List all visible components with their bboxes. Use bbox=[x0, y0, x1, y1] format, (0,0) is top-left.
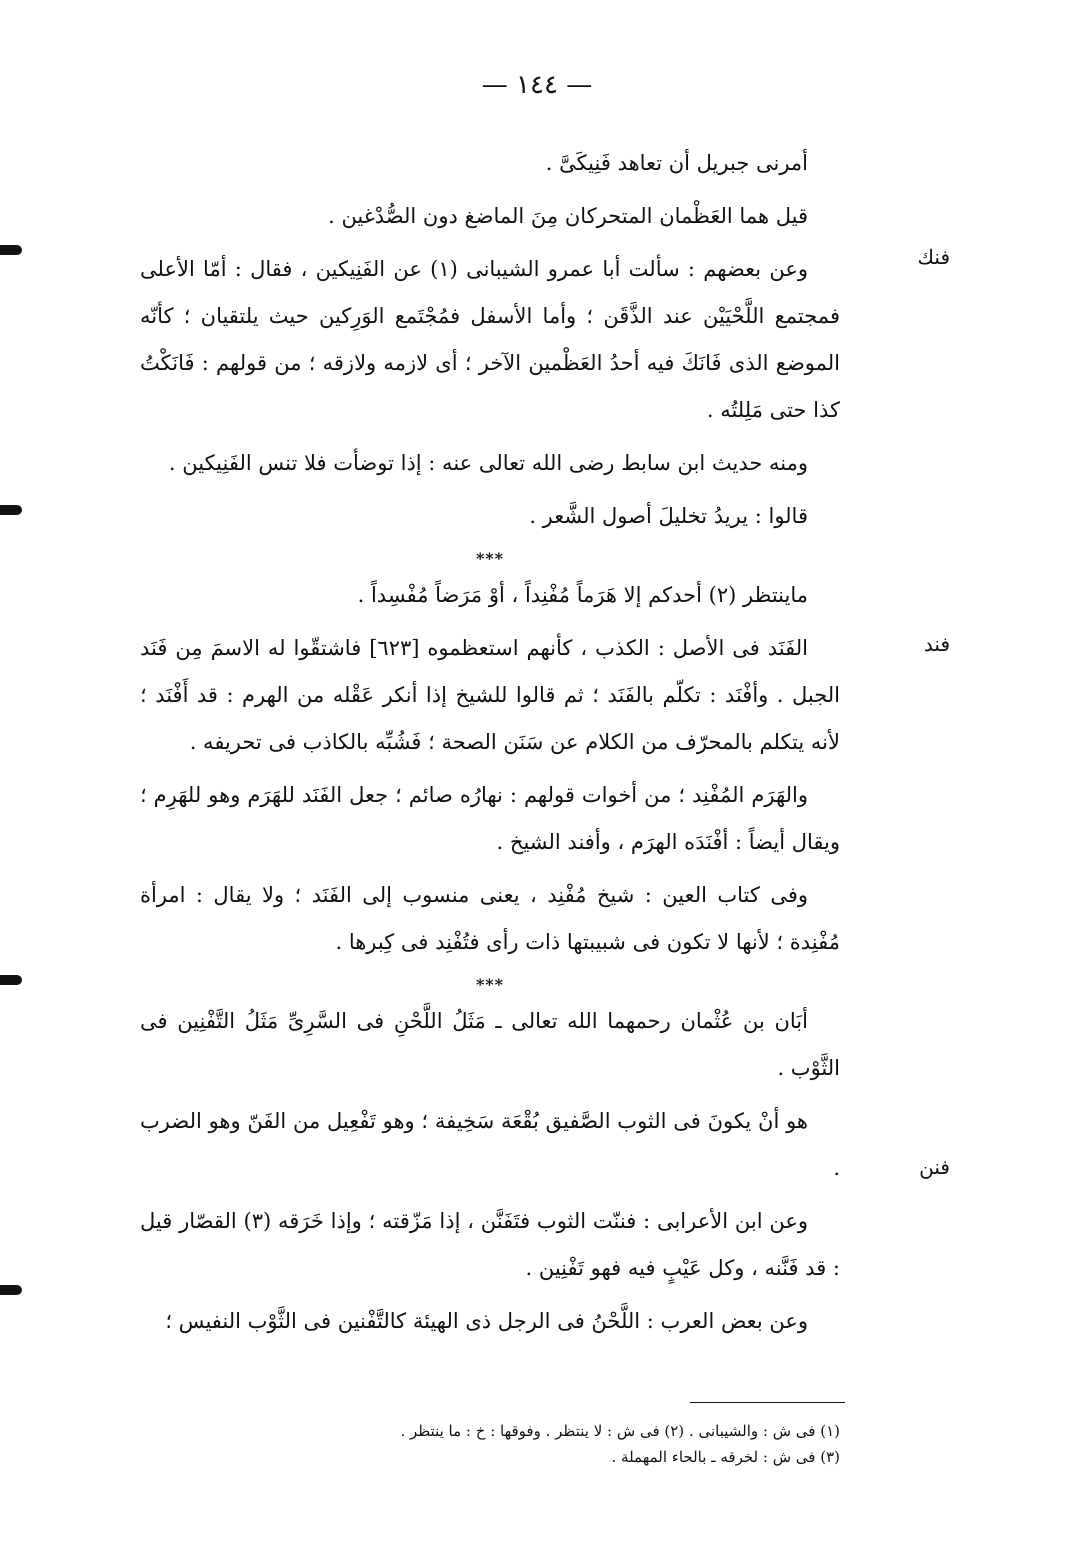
text-paragraph: أمرنى جبريل أن تعاهد فَنِيكَىَّ . bbox=[545, 151, 808, 175]
scan-edge-mark bbox=[0, 245, 22, 255]
text-paragraph: ماينتظر (٢) أحدكم إلا هَرَماً مُفْنِداً ، أوْ مَرَضاً مُفْسِداً . bbox=[357, 583, 808, 607]
text-paragraph: وعن ابن الأعرابى : فننّت الثوب فتَفَنَّن ، إذا مَزّقته ؛ وإذا خَرَقه (٣) القصّار قيل : قد فَنَّنه ، وكل عَيْبٍ فيه فهو تَفْنِين . bbox=[140, 1209, 840, 1280]
margin-headword-fnd: فند bbox=[923, 632, 950, 656]
text-paragraph: والهَرَم المُفْنِد ؛ من أخوات قولهم : نهارُه صائم ؛ جعل الفَنَد للهَرَم وهو للهَرِم ؛ ويقال أيضاً : أفْنَدَه الهرَم ، وأفند الشيخ . bbox=[140, 783, 840, 854]
section-separator: *** bbox=[475, 549, 505, 568]
text-paragraph: أبَان بن عُثْمان رحمهما الله تعالى ـ مَثَلُ اللَّحْنِ فى السَّرِىِّ مَثَلُ التَّفْنِين فى الثَّوْب . bbox=[140, 1009, 840, 1080]
text-paragraph: ومنه حديث ابن سابط رضى الله تعالى عنه : إذا توضأت فلا تنس الفَنِيكين . bbox=[168, 451, 808, 475]
text-paragraph: وفى كتاب العين : شيخ مُفْنِد ، يعنى منسوب إلى الفَنَد ؛ ولا يقال : امرأة مُفْنِدة ؛ لأنها لا تكون فى شبيبتها ذات رأى فتُفْنِد فى كِبرها . bbox=[140, 883, 840, 954]
footnote-line: (١) فى ش : والشيبانى . (٢) فى ش : لا ينتظر . وفوقها : خ : ما ينتظر . bbox=[400, 1422, 840, 1440]
text-paragraph: وعن بعضهم : سألت أبا عمرو الشيبانى (١) عن الفَنِيكين ، فقال : أمّا الأعلى فمجتمع اللَّحْيَيْن عند الذَّقَن ؛ وأما الأسفل فمُجْتَمع الوَرِكين حيث يلتقيان ؛ كأنّه الموضع الذى فَانَكَ فيه أحدُ العَظْمين الآخر ؛ أى لازمه ولازقه ؛ من قولهم : فَانَكْتُ كذا حتى مَلِلتُه . bbox=[140, 257, 840, 422]
text-paragraph: الفَنَد فى الأصل : الكذب ، كأنهم استعظموه [٦٢٣] فاشتقّوا له الاسمَ مِن فَنَد الجبل . وأفْنَد : تكلّم بالفَنَد ؛ ثم قالوا للشيخ إذا أنكر عَقْله من الهرم : قد أَفْنَد ؛ لأنه يتكلم بالمحرّف من الكلام عن سَنَن الصحة ؛ فَشُبِّه بالكاذب فى تحريفه . bbox=[140, 636, 840, 754]
main-text bbox=[140, 140, 840, 1351]
text-paragraph: قيل هما العَظْمان المتحركان مِنَ الماضغ دون الصُّدْغين . bbox=[328, 204, 808, 228]
text-paragraph: وعن بعض العرب : اللَّحْنُ فى الرجل ذى الهيئة كالتَّفْنين فى الثَّوْب النفيس ؛ bbox=[165, 1309, 808, 1333]
footnote-divider bbox=[690, 1402, 845, 1403]
margin-headword-fnk: فنك bbox=[917, 245, 950, 269]
section-separator: *** bbox=[475, 975, 505, 994]
text-paragraph: قالوا : يريدُ تخليلَ أصول الشَّعر . bbox=[529, 504, 808, 528]
margin-headword-fnn: فنن bbox=[919, 1155, 950, 1179]
text-paragraph: هو أنْ يكونَ فى الثوب الصَّفيق بُقْعَة سَخِيفة ؛ وهو تَفْعِيل من الفَنّ وهو الضرب . bbox=[140, 1109, 840, 1180]
scan-edge-mark bbox=[0, 975, 22, 985]
scan-edge-mark bbox=[0, 505, 22, 515]
page-number-header: — ١٤٤ — bbox=[481, 70, 593, 100]
footnotes bbox=[240, 1418, 840, 1470]
footnote-line: (٣) فى ش : لخرقه ـ بالحاء المهملة . bbox=[611, 1448, 840, 1466]
scan-edge-mark bbox=[0, 1285, 22, 1295]
